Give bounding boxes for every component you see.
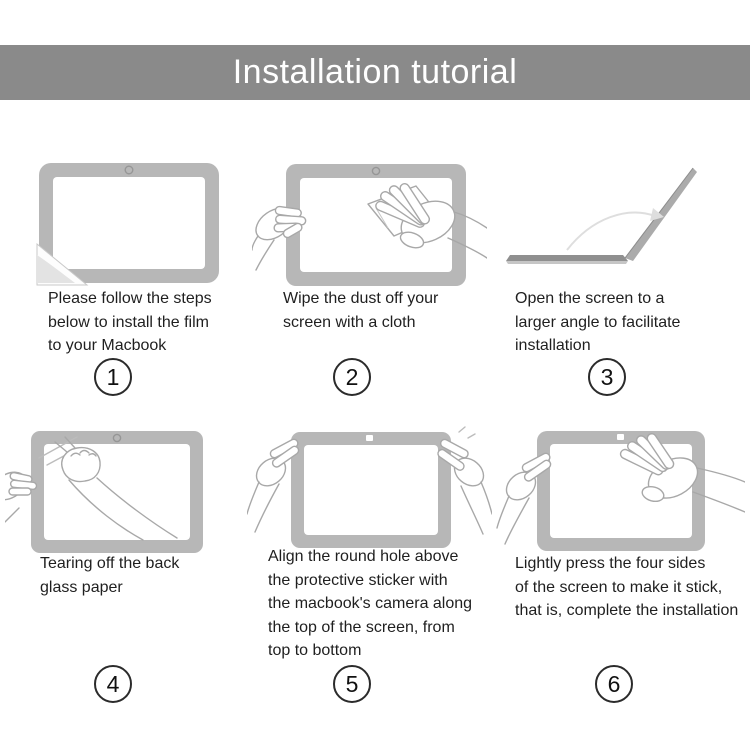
caption-line: top to bottom: [268, 642, 362, 659]
align-film-two-hands-icon: [247, 426, 492, 554]
step-number: 4: [106, 670, 120, 697]
caption-line: below to install the film: [48, 313, 209, 331]
caption-line: Align the round hole above: [268, 548, 459, 565]
step-number: 1: [106, 363, 120, 390]
step-2-caption: [283, 287, 438, 334]
step-1-caption: [48, 287, 212, 358]
step-1-number-badge: [94, 358, 132, 396]
screen-face: [53, 177, 205, 269]
camera-icon: [617, 434, 624, 440]
step-4-number-badge: [94, 665, 132, 703]
laptop-screen-panel: [625, 168, 697, 261]
step-number: 3: [600, 363, 614, 390]
step-3-caption: [515, 287, 680, 358]
step-5-caption: [268, 545, 472, 663]
caption-line: Open the screen to a: [515, 290, 665, 307]
tutorial-header: [0, 45, 750, 100]
caption-line: that is, complete the installation: [515, 602, 739, 619]
caption-line: the top of the screen, from: [268, 618, 455, 636]
step-number: 2: [345, 363, 359, 390]
caption-line: the protective sticker with: [268, 571, 448, 589]
step-number: 5: [345, 670, 359, 697]
camera-icon: [125, 166, 133, 174]
step-2-number-badge: [333, 358, 371, 396]
step-number: 6: [607, 670, 621, 697]
wipe-screen-cloth-icon: [252, 160, 487, 290]
camera-icon: [366, 435, 373, 441]
caption-line: Please follow the steps: [48, 290, 212, 307]
page-title: Installation tutorial: [232, 53, 518, 91]
laptop-base: [506, 255, 628, 264]
caption-line: Wipe the dust off your: [283, 290, 439, 307]
tear-back-paper-icon: [5, 428, 240, 556]
camera-icon: [372, 167, 379, 174]
caption-line: Tearing off the back: [40, 555, 180, 572]
caption-line: glass paper: [40, 578, 123, 596]
step-6-caption: [515, 552, 738, 623]
caption-line: screen with a cloth: [283, 313, 416, 331]
film-peeling-corner-icon: [25, 160, 245, 288]
step-4-caption: [40, 552, 179, 599]
caption-line: the macbook's camera along: [268, 595, 473, 612]
open-laptop-side-view-icon: [497, 158, 742, 286]
caption-line: of the screen to make it stick,: [515, 578, 723, 596]
step-5-number-badge: [333, 665, 371, 703]
camera-icon: [113, 434, 120, 441]
step-3-number-badge: [588, 358, 626, 396]
press-screen-sides-icon: [495, 426, 745, 554]
caption-line: to your Macbook: [48, 337, 167, 354]
step-6-number-badge: [595, 665, 633, 703]
screen-face: [304, 445, 438, 535]
caption-line: installation: [515, 337, 591, 354]
caption-line: Lightly press the four sides: [515, 555, 706, 572]
caption-line: larger angle to facilitate: [515, 313, 681, 331]
